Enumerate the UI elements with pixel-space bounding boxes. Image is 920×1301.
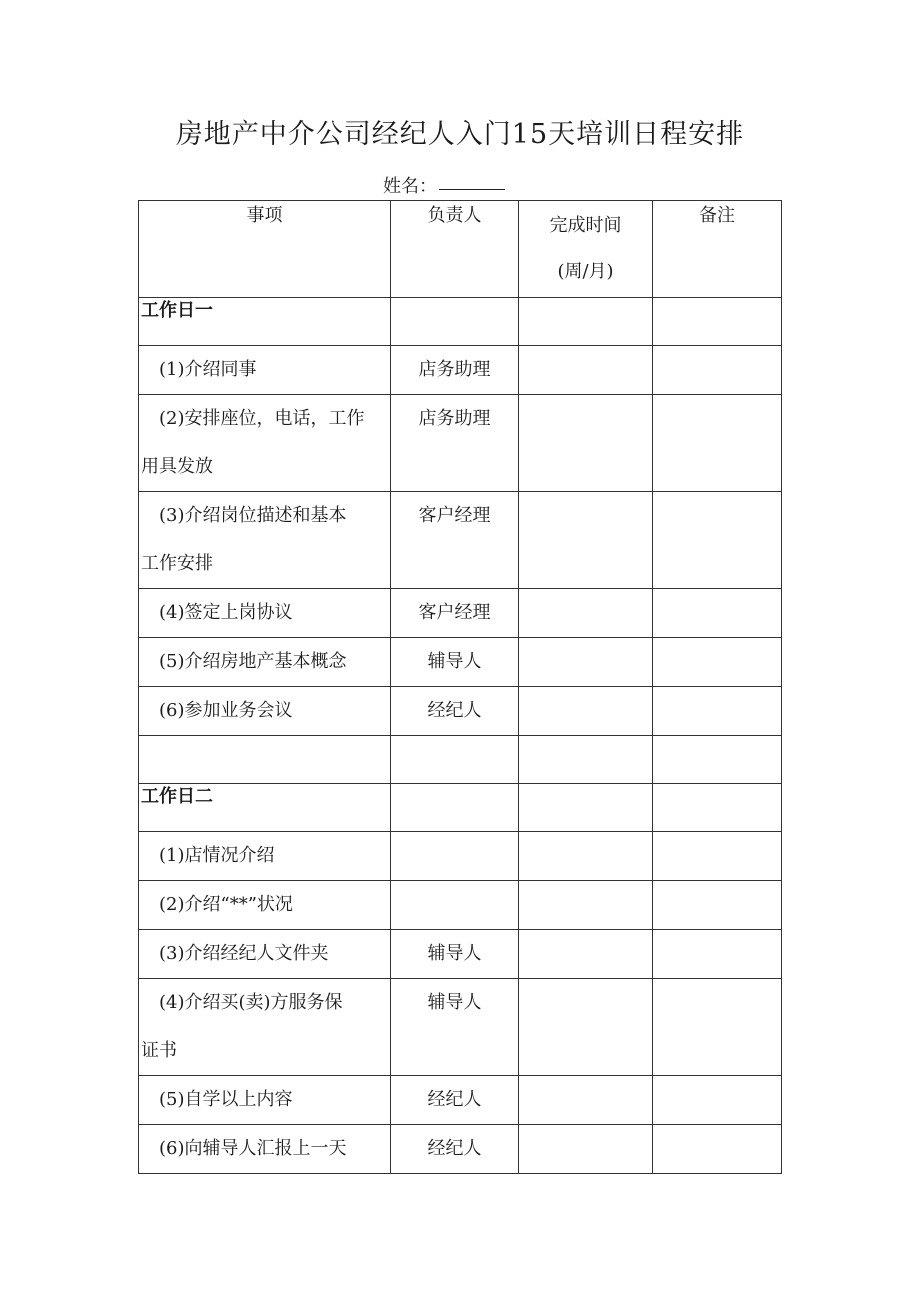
- time-cell: [519, 832, 653, 881]
- time-cell: [519, 784, 653, 832]
- notes-cell: [653, 298, 782, 346]
- item-cell: [139, 736, 391, 784]
- name-field: [383, 172, 505, 198]
- owner-cell: [391, 832, 519, 881]
- item-cell: [139, 346, 391, 395]
- time-cell: [519, 395, 653, 492]
- item-text-line1: (3)介绍岗位描述和基本: [159, 505, 347, 526]
- table-row: [139, 687, 782, 736]
- item-text: (1)店情况介绍: [159, 845, 275, 866]
- notes-cell: [653, 687, 782, 736]
- owner-cell: 辅导人: [391, 979, 519, 1076]
- table-row: [139, 492, 782, 589]
- day-label: 工作日一: [139, 298, 391, 346]
- notes-cell: [653, 736, 782, 784]
- owner-cell: 经纪人: [391, 1076, 519, 1125]
- table-row: [139, 638, 782, 687]
- time-cell: [519, 687, 653, 736]
- header-owner: 负责人: [391, 201, 519, 298]
- time-cell: [519, 638, 653, 687]
- header-completion-time: [519, 201, 653, 298]
- item-text: (4)签定上岗协议: [159, 602, 293, 623]
- item-text: (5)介绍房地产基本概念: [159, 651, 347, 672]
- header-completion-time-line2: (周/月): [557, 261, 614, 282]
- time-cell: [519, 346, 653, 395]
- item-cell: [139, 832, 391, 881]
- item-text: (6)向辅导人汇报上一天: [159, 1138, 347, 1159]
- owner-cell: 经纪人: [391, 1125, 519, 1174]
- owner-cell: 客户经理: [391, 492, 519, 589]
- owner-cell: 客户经理: [391, 589, 519, 638]
- table-row: [139, 589, 782, 638]
- table-row: [139, 979, 782, 1076]
- time-cell: [519, 492, 653, 589]
- notes-cell: [653, 492, 782, 589]
- empty-row: [139, 736, 782, 784]
- item-cell: [139, 638, 391, 687]
- notes-cell: [653, 1125, 782, 1174]
- name-label: 姓名：: [383, 176, 437, 197]
- item-text-line1: (2)安排座位，电话，工作: [159, 408, 365, 429]
- table-row: [139, 881, 782, 930]
- owner-cell: 店务助理: [391, 395, 519, 492]
- table-row: [139, 832, 782, 881]
- item-cell: [139, 687, 391, 736]
- notes-cell: [653, 930, 782, 979]
- name-blank-line: [439, 188, 505, 190]
- item-text: (6)参加业务会议: [159, 700, 293, 721]
- item-text-line2: 用具发放: [141, 456, 213, 477]
- time-cell: [519, 930, 653, 979]
- item-text: (3)介绍经纪人文件夹: [159, 943, 329, 964]
- header-row: [139, 201, 782, 298]
- header-completion-time-line1: 完成时间: [549, 215, 622, 236]
- table-row: [139, 784, 782, 832]
- owner-cell: [391, 298, 519, 346]
- training-schedule-table: [138, 200, 782, 1174]
- notes-cell: [653, 395, 782, 492]
- time-cell: [519, 298, 653, 346]
- notes-cell: [653, 589, 782, 638]
- notes-cell: [653, 784, 782, 832]
- item-cell: [139, 589, 391, 638]
- day-label: 工作日二: [139, 784, 391, 832]
- notes-cell: [653, 1076, 782, 1125]
- time-cell: [519, 1125, 653, 1174]
- table-row: [139, 346, 782, 395]
- item-text: (5)自学以上内容: [159, 1089, 293, 1110]
- item-cell: [139, 395, 391, 492]
- header-notes: 备注: [653, 201, 782, 298]
- table-row: [139, 930, 782, 979]
- item-text: (1)介绍同事: [159, 359, 257, 380]
- time-cell: [519, 736, 653, 784]
- item-text-line2: 证书: [141, 1040, 177, 1061]
- owner-cell: 辅导人: [391, 930, 519, 979]
- notes-cell: [653, 979, 782, 1076]
- owner-cell: 经纪人: [391, 687, 519, 736]
- owner-cell: [391, 784, 519, 832]
- table-row: [139, 395, 782, 492]
- item-cell: [139, 492, 391, 589]
- owner-cell: 辅导人: [391, 638, 519, 687]
- item-text-line1: (4)介绍买(卖)方服务保: [159, 992, 343, 1013]
- time-cell: [519, 1076, 653, 1125]
- table-row: [139, 298, 782, 346]
- item-cell: [139, 881, 391, 930]
- item-text: (2)介绍“**”状况: [159, 894, 293, 915]
- owner-cell: [391, 881, 519, 930]
- item-cell: [139, 930, 391, 979]
- notes-cell: [653, 638, 782, 687]
- item-cell: [139, 979, 391, 1076]
- time-cell: [519, 881, 653, 930]
- header-item: 事项: [139, 201, 391, 298]
- item-cell: [139, 1076, 391, 1125]
- time-cell: [519, 589, 653, 638]
- owner-cell: 店务助理: [391, 346, 519, 395]
- table-row: [139, 1076, 782, 1125]
- item-text-line2: 工作安排: [141, 553, 213, 574]
- item-cell: [139, 1125, 391, 1174]
- document-title: 房地产中介公司经纪人入门15天培训日程安排: [175, 119, 745, 150]
- table-row: [139, 1125, 782, 1174]
- notes-cell: [653, 881, 782, 930]
- time-cell: [519, 979, 653, 1076]
- notes-cell: [653, 346, 782, 395]
- notes-cell: [653, 832, 782, 881]
- owner-cell: [391, 736, 519, 784]
